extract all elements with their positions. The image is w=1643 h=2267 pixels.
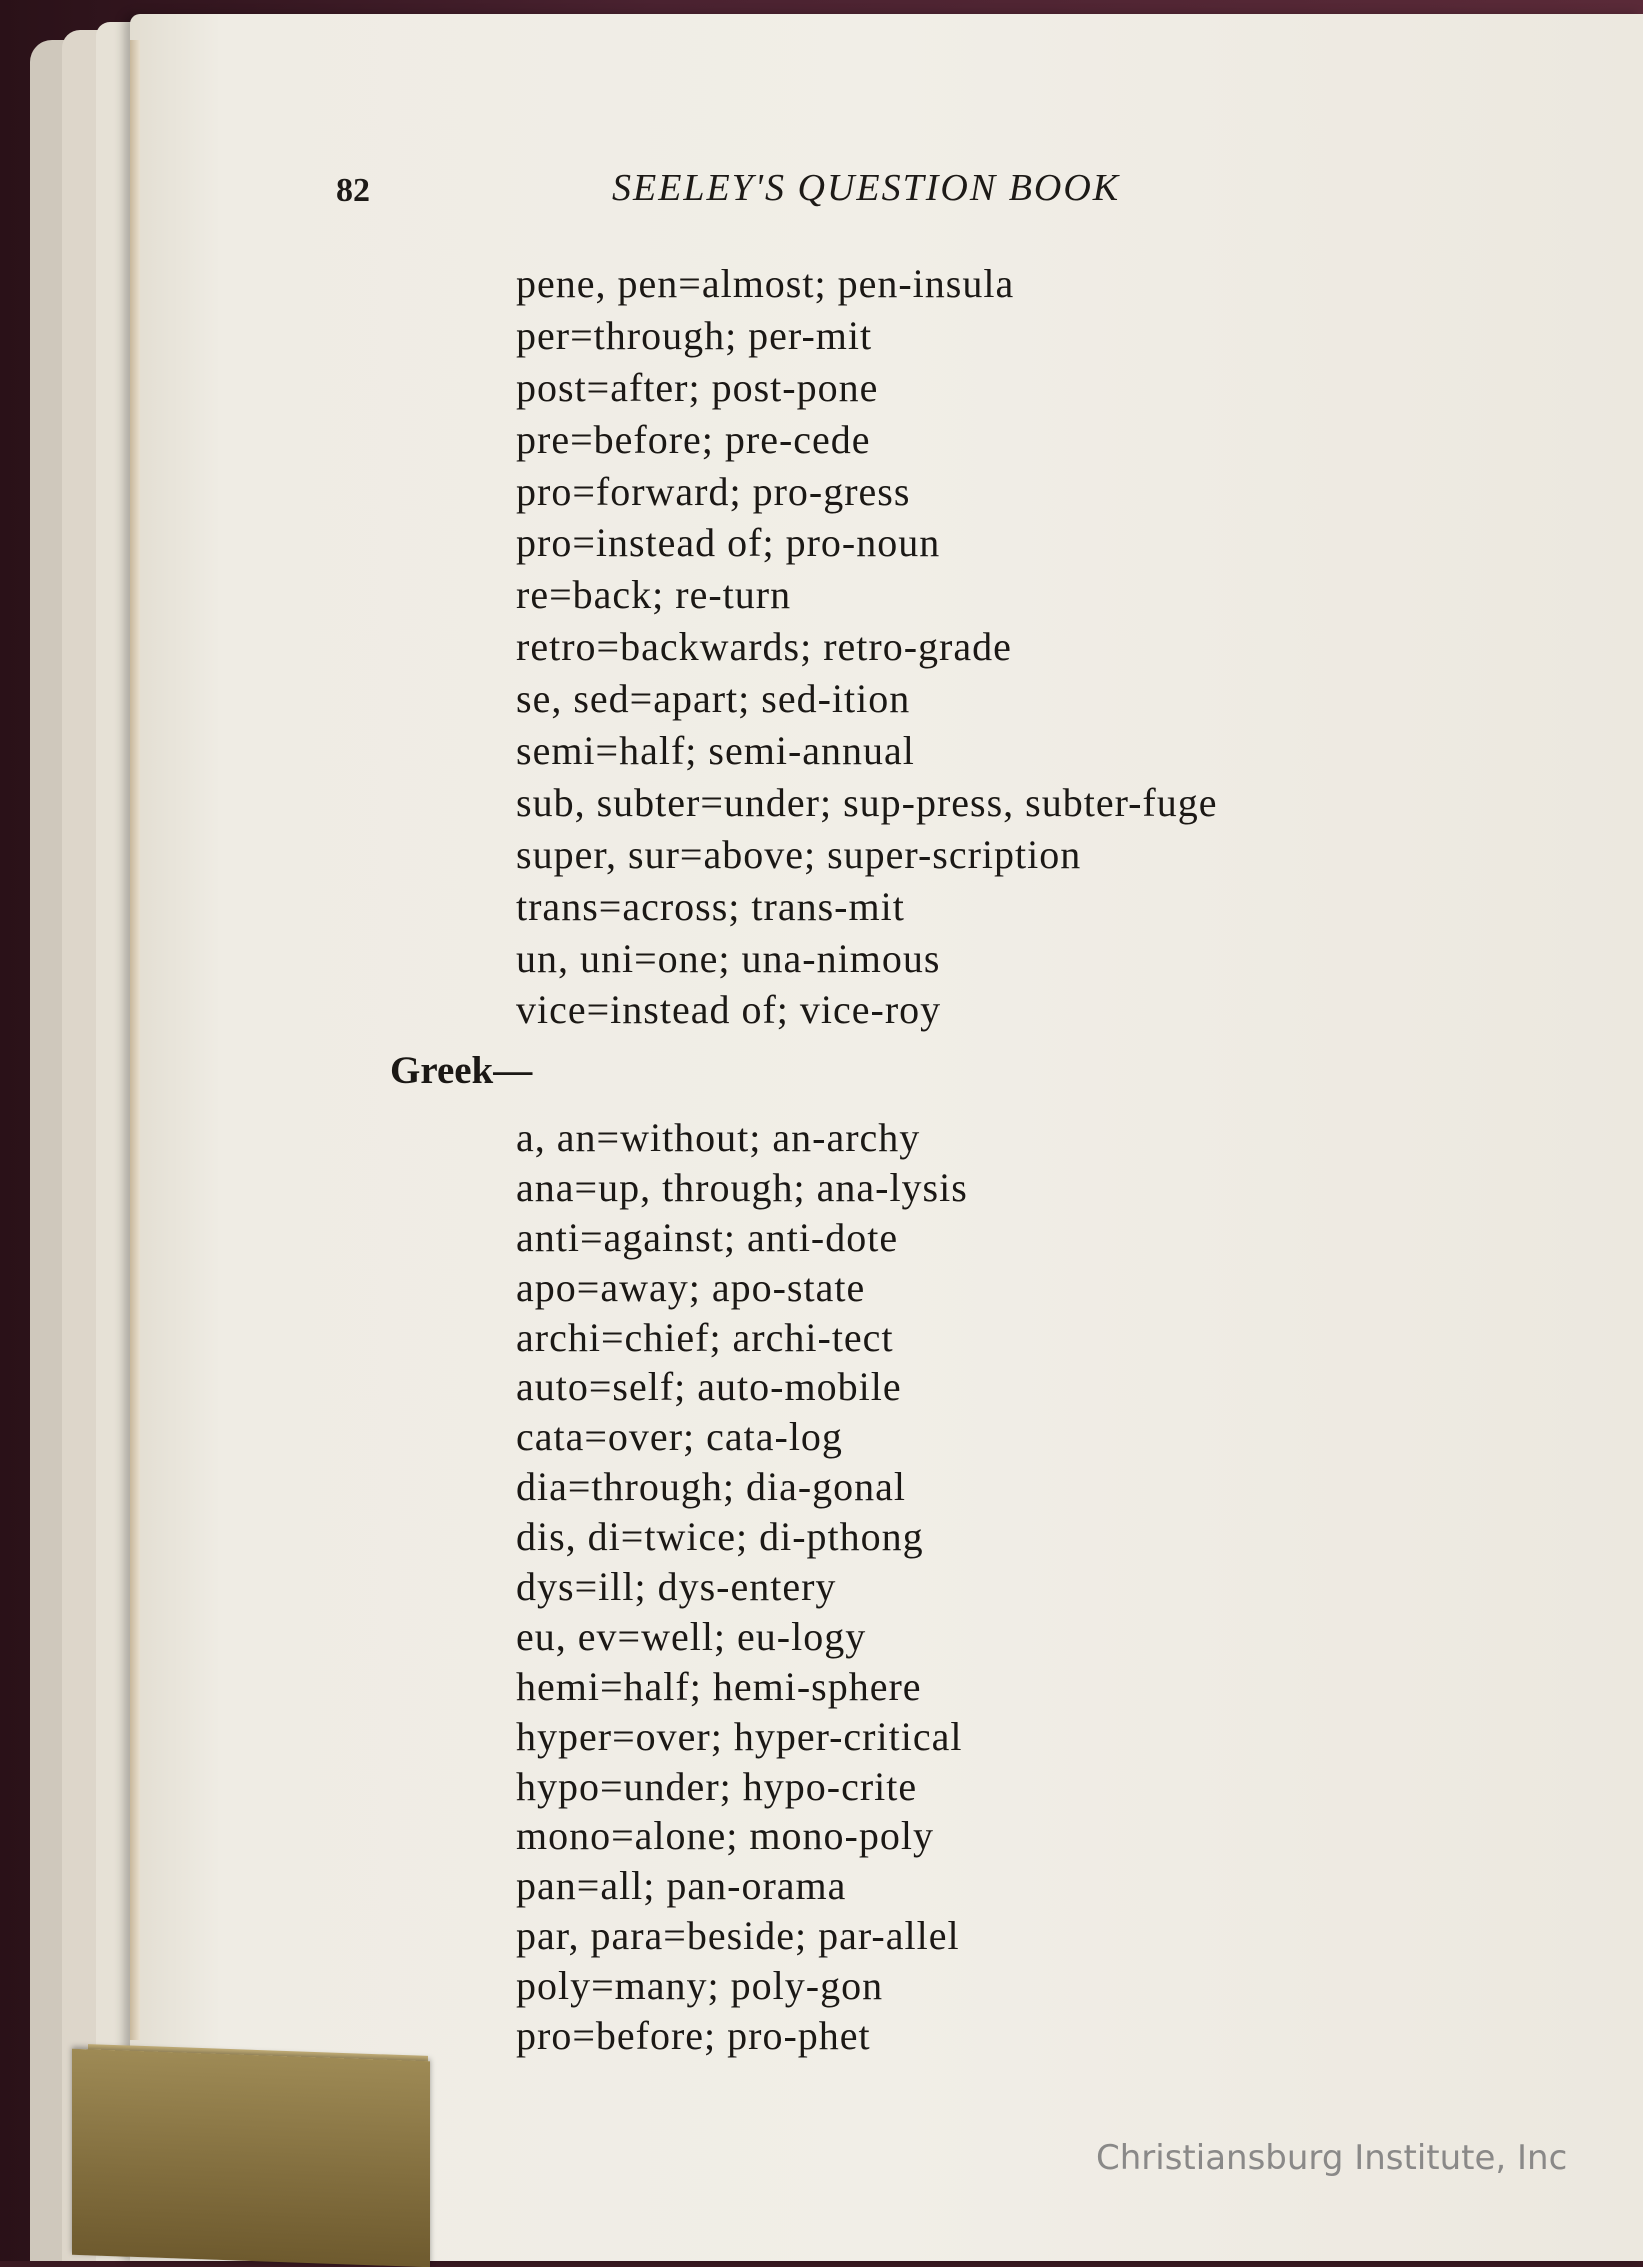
- list-item: semi=half; semi-annual: [516, 728, 915, 774]
- list-item: pre=before; pre-cede: [516, 416, 871, 462]
- list-item: retro=backwards; retro-grade: [516, 624, 1012, 670]
- list-item: anti=against; anti-dote: [516, 1214, 899, 1260]
- list-item: se, sed=apart; sed-ition: [516, 676, 911, 722]
- watermark: Christiansburg Institute, Inc: [1096, 2138, 1568, 2178]
- list-item: dia=through; dia-gonal: [516, 1464, 907, 1510]
- list-item: pan=all; pan-orama: [516, 1863, 847, 1909]
- list-item: pro=forward; pro-gress: [516, 468, 911, 514]
- list-item: dys=ill; dys-entery: [516, 1564, 837, 1610]
- list-item: ana=up, through; ana-lysis: [516, 1164, 968, 1210]
- running-title: SEELEY'S QUESTION BOOK: [612, 167, 1121, 209]
- greek-section-heading: Greek—: [390, 1049, 533, 1092]
- list-item: hyper=over; hyper-critical: [516, 1713, 963, 1759]
- page-gutter-edge: [130, 40, 140, 2040]
- list-item: hypo=under; hypo-crite: [516, 1763, 918, 1809]
- list-item: trans=across; trans-mit: [516, 883, 905, 929]
- list-item: mono=alone; mono-poly: [516, 1813, 934, 1859]
- list-item: per=through; per-mit: [516, 312, 873, 358]
- list-item: poly=many; poly-gon: [516, 1963, 884, 2009]
- list-item: super, sur=above; super-scription: [516, 831, 1082, 877]
- list-item: pro=instead of; pro-noun: [516, 520, 941, 566]
- list-item: cata=over; cata-log: [516, 1414, 843, 1460]
- greek-prefix-list: [516, 1113, 968, 2061]
- list-item: dis, di=twice; di-pthong: [516, 1514, 924, 1560]
- list-item: apo=away; apo-state: [516, 1264, 866, 1310]
- list-item: re=back; re-turn: [516, 572, 792, 618]
- list-item: pene, pen=almost; pen-insula: [516, 261, 1015, 306]
- list-item: eu, ev=well; eu-logy: [516, 1613, 867, 1659]
- latin-prefix-list: [516, 258, 1218, 1036]
- list-item: archi=chief; archi-tect: [516, 1314, 894, 1360]
- list-item: sub, subter=under; sup-press, subter-fuge: [516, 779, 1218, 825]
- list-item: post=after; post-pone: [516, 364, 879, 410]
- list-item: pro=before; pro-phet: [516, 2013, 871, 2059]
- list-item: vice=instead of; vice-roy: [516, 987, 942, 1033]
- list-item: par, para=beside; par-allel: [516, 1913, 960, 1959]
- page-clip: [72, 2049, 430, 2267]
- list-item: a, an=without; an-archy: [516, 1115, 921, 1160]
- list-item: hemi=half; hemi-sphere: [516, 1663, 922, 1709]
- page-number: 82: [336, 172, 370, 209]
- list-item: un, uni=one; una-nimous: [516, 935, 941, 981]
- list-item: auto=self; auto-mobile: [516, 1364, 902, 1410]
